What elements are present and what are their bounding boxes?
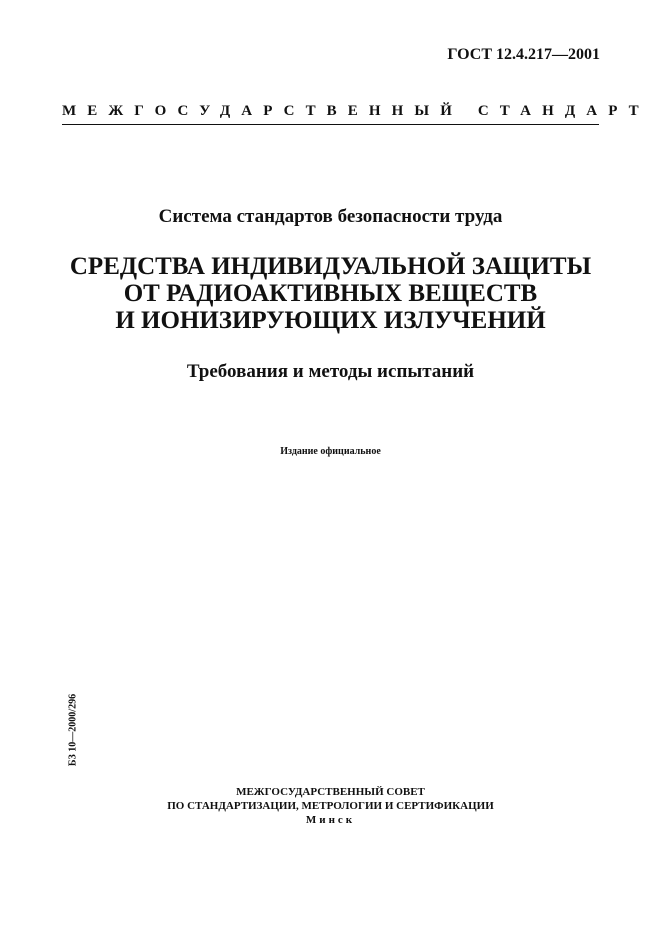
document-code: ГОСТ 12.4.217—2001 [447, 46, 600, 63]
header-divider [62, 124, 599, 125]
main-title [0, 253, 661, 334]
publisher-city: Минск [305, 814, 356, 826]
subtitle: Требования и методы испытаний [186, 361, 475, 382]
main-title-line: И ИОНИЗИРУЮЩИХ ИЗЛУЧЕНИЙ [115, 307, 546, 334]
standard-type-heading: МЕЖГОСУДАРСТВЕННЫЙ СТАНДАРТ [62, 103, 650, 119]
publisher-line: ПО СТАНДАРТИЗАЦИИ, МЕТРОЛОГИИ И СЕРТИФИКАЦИИ [167, 800, 494, 812]
publisher-block [0, 785, 661, 827]
series-title: Система стандартов безопасности труда [158, 206, 503, 227]
edition-note: Издание официальное [280, 446, 381, 457]
main-title-line: ОТ РАДИОАКТИВНЫХ ВЕЩЕСТВ [123, 280, 538, 307]
publisher-line: МЕЖГОСУДАРСТВЕННЫЙ СОВЕТ [236, 786, 425, 798]
main-title-line: СРЕДСТВА ИНДИВИДУАЛЬНОЙ ЗАЩИТЫ [69, 253, 592, 280]
side-catalog-code: БЗ 10—2000/296 [67, 693, 79, 767]
